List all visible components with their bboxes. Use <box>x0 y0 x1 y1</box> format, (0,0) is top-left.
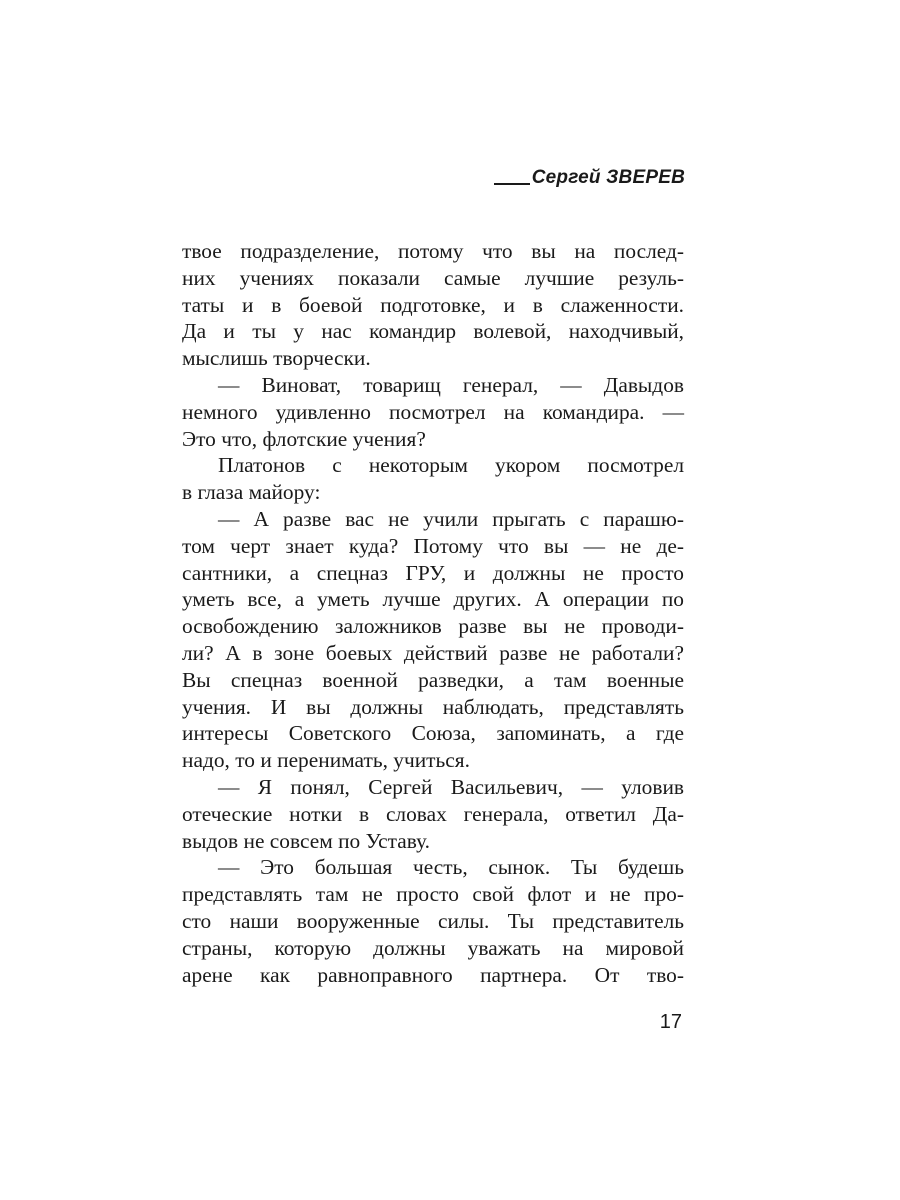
text-line: — Это большая честь, сынок. Ты будешь <box>218 855 684 880</box>
text-line: немного удивленно посмотрел на командира. — <box>182 399 684 424</box>
text-line: в глаза майору: <box>182 480 321 505</box>
body-text <box>182 238 684 988</box>
text-line: освобождению заложников разве вы не проводи- <box>182 614 684 639</box>
text-line: них учениях показали самые лучшие резуль- <box>182 265 684 290</box>
author-name: Сергей ЗВЕРЕВ <box>531 167 685 188</box>
text-line: надо, то и перенимать, учиться. <box>182 748 470 773</box>
text-line: уметь все, а уметь лучше других. А операции по <box>182 587 684 612</box>
text-line: Платонов с некоторым укором посмотрел <box>218 453 684 478</box>
text-line: Это что, флотские учения? <box>182 426 426 451</box>
text-line: Да и ты у нас командир волевой, находчивый, <box>182 319 684 344</box>
text-line: арене как равноправного партнера. От тво- <box>182 962 684 987</box>
text-line: — Я понял, Сергей Васильевич, — уловив <box>218 774 684 799</box>
text-line: — Виноват, товарищ генерал, — Давыдов <box>218 372 684 397</box>
text-line: Вы спецназ военной разведки, а там военные <box>182 667 684 692</box>
text-line: твое подразделение, потому что вы на послед- <box>182 239 684 263</box>
header-rule <box>494 183 530 185</box>
text-line: выдов не совсем по Уставу. <box>182 828 431 853</box>
text-line: — А разве вас не учили прыгать с парашю- <box>218 506 684 531</box>
page-number: 17 <box>659 1011 682 1033</box>
text-line: мыслишь творчески. <box>182 346 371 371</box>
text-line: страны, которую должны уважать на мировой <box>182 935 684 960</box>
running-head <box>494 165 685 189</box>
text-line: ли? А в зоне боевых действий разве не работали? <box>182 640 684 665</box>
text-line: таты и в боевой подготовке, и в слаженности. <box>182 292 684 317</box>
text-line: сантники, а спецназ ГРУ, и должны не просто <box>182 560 684 585</box>
text-line: отеческие нотки в словах генерала, ответил Да- <box>182 801 684 826</box>
text-line: представлять там не просто свой флот и не про- <box>182 882 684 907</box>
text-line: сто наши вооруженные силы. Ты представитель <box>182 908 684 933</box>
text-line: интересы Советского Союза, запоминать, а где <box>182 721 684 746</box>
text-line: учения. И вы должны наблюдать, представлять <box>182 694 684 719</box>
text-line: том черт знает куда? Потому что вы — не де- <box>182 533 684 558</box>
